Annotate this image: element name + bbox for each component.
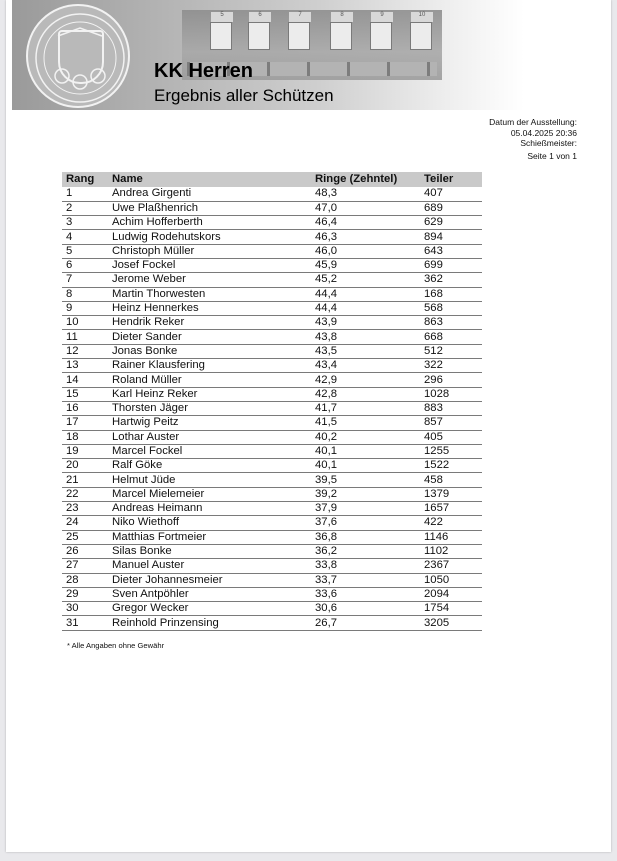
teiler-cell: 458 [420, 473, 482, 487]
table-row [62, 544, 482, 558]
name-cell: Gregor Wecker [108, 602, 311, 616]
name-cell: Hartwig Peitz [108, 416, 311, 430]
rings-cell: 40,1 [311, 459, 420, 473]
rings-cell: 36,8 [311, 530, 420, 544]
teiler-cell: 405 [420, 430, 482, 444]
rings-cell: 43,4 [311, 359, 420, 373]
name-cell: Manuel Auster [108, 559, 311, 573]
table-row [62, 502, 482, 516]
rings-cell: 43,8 [311, 330, 420, 344]
teiler-cell: 2094 [420, 587, 482, 601]
table-row [62, 373, 482, 387]
table-row [62, 444, 482, 458]
table-row [62, 459, 482, 473]
rings-cell: 44,4 [311, 287, 420, 301]
name-cell: Josef Fockel [108, 258, 311, 272]
target-number: 7 [289, 12, 311, 22]
teiler-cell: 422 [420, 516, 482, 530]
rings-cell: 42,8 [311, 387, 420, 401]
rank-cell: 24 [62, 516, 108, 530]
rings-cell: 39,5 [311, 473, 420, 487]
page-subtitle: Ergebnis aller Schützen [154, 86, 334, 105]
table-row [62, 344, 482, 358]
teiler-cell: 1754 [420, 602, 482, 616]
rings-cell: 44,4 [311, 301, 420, 315]
rank-cell: 22 [62, 487, 108, 501]
rank-cell: 3 [62, 216, 108, 230]
name-cell: Matthias Fortmeier [108, 530, 311, 544]
table-row [62, 430, 482, 444]
rings-cell: 37,9 [311, 502, 420, 516]
teiler-cell: 407 [420, 187, 482, 201]
teiler-cell: 1050 [420, 573, 482, 587]
target-stand [210, 12, 232, 50]
rings-cell: 30,6 [311, 602, 420, 616]
target-number: 10 [411, 12, 433, 22]
name-cell: Silas Bonke [108, 544, 311, 558]
table-row [62, 258, 482, 272]
table-row [62, 359, 482, 373]
target-stand [248, 12, 270, 50]
teiler-cell: 168 [420, 287, 482, 301]
teiler-cell: 322 [420, 359, 482, 373]
rank-cell: 2 [62, 201, 108, 215]
table-row [62, 244, 482, 258]
rank-cell: 25 [62, 530, 108, 544]
table-row [62, 316, 482, 330]
rank-cell: 14 [62, 373, 108, 387]
table-row [62, 401, 482, 415]
rank-cell: 9 [62, 301, 108, 315]
name-cell: Achim Hofferberth [108, 216, 311, 230]
name-cell: Dieter Sander [108, 330, 311, 344]
name-cell: Andreas Heimann [108, 502, 311, 516]
table-row [62, 301, 482, 315]
name-cell: Karl Heinz Reker [108, 387, 311, 401]
rings-cell: 40,1 [311, 444, 420, 458]
column-header-rings: Ringe (Zehntel) [311, 172, 420, 187]
teiler-cell: 629 [420, 216, 482, 230]
rank-cell: 31 [62, 616, 108, 630]
name-cell: Christoph Müller [108, 244, 311, 258]
rank-cell: 5 [62, 244, 108, 258]
disclaimer-footnote: * Alle Angaben ohne Gewähr [67, 641, 165, 650]
table-row [62, 573, 482, 587]
issue-date-value: 05.04.2025 20:36 [510, 127, 577, 138]
teiler-cell: 362 [420, 273, 482, 287]
rank-cell: 19 [62, 444, 108, 458]
table-header-row [62, 172, 482, 187]
rank-cell: 20 [62, 459, 108, 473]
name-cell: Sven Antpöhler [108, 587, 311, 601]
rings-cell: 39,2 [311, 487, 420, 501]
name-cell: Lothar Auster [108, 430, 311, 444]
name-cell: Hendrik Reker [108, 316, 311, 330]
target-number: 9 [371, 12, 393, 22]
name-cell: Andrea Girgenti [108, 187, 311, 201]
teiler-cell: 1522 [420, 459, 482, 473]
rings-cell: 46,0 [311, 244, 420, 258]
target-stand [370, 12, 392, 50]
table-row [62, 187, 482, 201]
name-cell: Martin Thorwesten [108, 287, 311, 301]
column-header-name: Name [108, 172, 311, 187]
teiler-cell: 857 [420, 416, 482, 430]
rings-cell: 45,9 [311, 258, 420, 272]
rank-cell: 28 [62, 573, 108, 587]
table-row [62, 416, 482, 430]
name-cell: Thorsten Jäger [108, 401, 311, 415]
rank-cell: 10 [62, 316, 108, 330]
table-row [62, 602, 482, 616]
column-header-teiler: Teiler [420, 172, 482, 187]
page-title: KK Herren [154, 60, 253, 82]
name-cell: Heinz Hennerkes [108, 301, 311, 315]
teiler-cell: 689 [420, 201, 482, 215]
issue-date-label: Datum der Ausstellung: [489, 117, 577, 127]
table-row [62, 230, 482, 244]
rings-cell: 33,8 [311, 559, 420, 573]
rings-cell: 26,7 [311, 616, 420, 630]
teiler-cell: 668 [420, 330, 482, 344]
teiler-cell: 1379 [420, 487, 482, 501]
table-row [62, 559, 482, 573]
teiler-cell: 1102 [420, 544, 482, 558]
rings-cell: 33,6 [311, 587, 420, 601]
name-cell: Rainer Klausfering [108, 359, 311, 373]
rings-cell: 46,3 [311, 230, 420, 244]
teiler-cell: 1255 [420, 444, 482, 458]
teiler-cell: 863 [420, 316, 482, 330]
rank-cell: 27 [62, 559, 108, 573]
rank-cell: 21 [62, 473, 108, 487]
table-row [62, 487, 482, 501]
teiler-cell: 894 [420, 230, 482, 244]
rank-cell: 4 [62, 230, 108, 244]
name-cell: Helmut Jüde [108, 473, 311, 487]
rank-cell: 26 [62, 544, 108, 558]
rank-cell: 7 [62, 273, 108, 287]
rank-cell: 18 [62, 430, 108, 444]
document-meta [489, 117, 577, 161]
table-row [62, 273, 482, 287]
rank-cell: 1 [62, 187, 108, 201]
table-row [62, 616, 482, 630]
teiler-cell: 568 [420, 301, 482, 315]
table-row [62, 516, 482, 530]
club-logo [26, 4, 130, 108]
rank-cell: 30 [62, 602, 108, 616]
rings-cell: 46,4 [311, 216, 420, 230]
column-header-rank: Rang [62, 172, 108, 187]
teiler-cell: 643 [420, 244, 482, 258]
rank-cell: 29 [62, 587, 108, 601]
rings-cell: 40,2 [311, 430, 420, 444]
name-cell: Niko Wiethoff [108, 516, 311, 530]
rings-cell: 43,5 [311, 344, 420, 358]
rings-cell: 43,9 [311, 316, 420, 330]
rings-cell: 41,7 [311, 401, 420, 415]
table-row [62, 587, 482, 601]
results-table [62, 172, 482, 631]
rank-cell: 16 [62, 401, 108, 415]
table-row [62, 287, 482, 301]
teiler-cell: 1657 [420, 502, 482, 516]
name-cell: Uwe Plaßhenrich [108, 201, 311, 215]
rank-cell: 13 [62, 359, 108, 373]
target-stand [410, 12, 432, 50]
rank-cell: 12 [62, 344, 108, 358]
range-master-label: Schießmeister: [520, 138, 577, 148]
rings-cell: 36,2 [311, 544, 420, 558]
page-counter: Seite 1 von 1 [527, 150, 577, 161]
name-cell: Dieter Johannesmeier [108, 573, 311, 587]
name-cell: Jonas Bonke [108, 344, 311, 358]
rings-cell: 47,0 [311, 201, 420, 215]
teiler-cell: 2367 [420, 559, 482, 573]
teiler-cell: 883 [420, 401, 482, 415]
table-row [62, 530, 482, 544]
table-row [62, 473, 482, 487]
teiler-cell: 296 [420, 373, 482, 387]
target-number: 8 [331, 12, 353, 22]
name-cell: Ralf Göke [108, 459, 311, 473]
name-cell: Ludwig Rodehutskors [108, 230, 311, 244]
target-number: 6 [249, 12, 271, 22]
teiler-cell: 1146 [420, 530, 482, 544]
club-logo-shield [58, 30, 104, 84]
name-cell: Reinhold Prinzensing [108, 616, 311, 630]
name-cell: Marcel Fockel [108, 444, 311, 458]
table-row [62, 201, 482, 215]
rank-cell: 17 [62, 416, 108, 430]
rings-cell: 33,7 [311, 573, 420, 587]
rank-cell: 23 [62, 502, 108, 516]
table-row [62, 216, 482, 230]
rank-cell: 15 [62, 387, 108, 401]
name-cell: Marcel Mielemeier [108, 487, 311, 501]
target-stand [330, 12, 352, 50]
results-table-body [62, 187, 482, 630]
table-row [62, 387, 482, 401]
teiler-cell: 512 [420, 344, 482, 358]
table-row [62, 330, 482, 344]
teiler-cell: 3205 [420, 616, 482, 630]
target-stand [288, 12, 310, 50]
target-number: 5 [211, 12, 233, 22]
rings-cell: 41,5 [311, 416, 420, 430]
rings-cell: 48,3 [311, 187, 420, 201]
rings-cell: 45,2 [311, 273, 420, 287]
rank-cell: 8 [62, 287, 108, 301]
rank-cell: 11 [62, 330, 108, 344]
rings-cell: 37,6 [311, 516, 420, 530]
name-cell: Jerome Weber [108, 273, 311, 287]
rank-cell: 6 [62, 258, 108, 272]
rings-cell: 42,9 [311, 373, 420, 387]
teiler-cell: 699 [420, 258, 482, 272]
teiler-cell: 1028 [420, 387, 482, 401]
name-cell: Roland Müller [108, 373, 311, 387]
